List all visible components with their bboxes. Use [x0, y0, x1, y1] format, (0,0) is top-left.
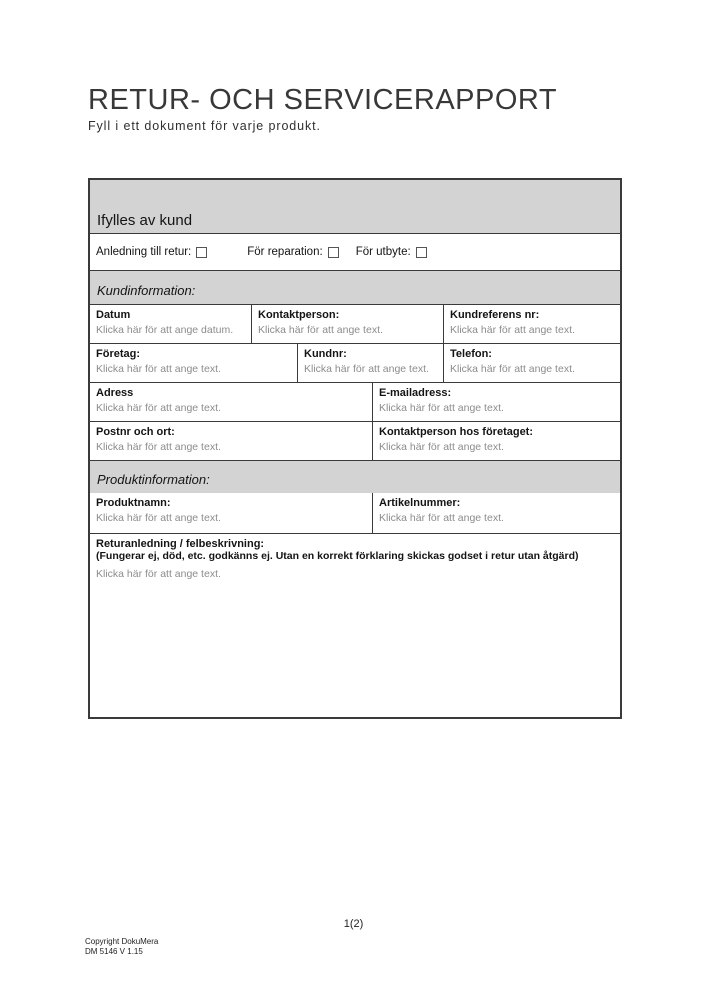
section-header-product-info — [90, 460, 620, 493]
field-email — [372, 383, 620, 421]
kontaktperson-label: Kontaktperson: — [258, 309, 340, 321]
kundnr-input-placeholder[interactable]: Klicka här för att ange text. — [304, 363, 429, 375]
kontaktperson-foretag-input-placeholder[interactable]: Klicka här för att ange text. — [379, 441, 504, 453]
produktnamn-label: Produktnamn: — [96, 497, 171, 509]
adress-label: Adress — [96, 387, 134, 399]
checkbox-item-return-reason — [96, 246, 207, 258]
foretag-label: Företag: — [96, 348, 140, 360]
page-title: RETUR- OCH SERVICERAPPORT — [88, 84, 558, 116]
field-kundreferens — [443, 305, 620, 343]
return-reason-label: Anledning till retur: — [96, 246, 192, 258]
artikelnummer-input-placeholder[interactable]: Klicka här för att ange text. — [379, 512, 504, 524]
email-label: E-mailadress: — [379, 387, 452, 399]
table-row — [90, 533, 620, 717]
repair-label: För reparation: — [247, 246, 323, 258]
page-subtitle: Fyll i ett dokument för varje produkt. — [88, 119, 321, 133]
copyright-line2: DM 5146 V 1.15 — [85, 947, 143, 956]
field-adress — [90, 383, 372, 421]
field-datum — [90, 305, 251, 343]
email-input-placeholder[interactable]: Klicka här för att ange text. — [379, 402, 504, 414]
foretag-input-placeholder[interactable]: Klicka här för att ange text. — [96, 363, 221, 375]
field-foretag — [90, 344, 297, 382]
artikelnummer-label: Artikelnummer: — [379, 497, 461, 509]
postnr-ort-label: Postnr och ort: — [96, 426, 175, 438]
section-header-label: Ifylles av kund — [97, 212, 193, 229]
field-postnr-ort — [90, 422, 372, 460]
reason-checkbox-row — [90, 233, 620, 270]
page-number: 1(2) — [343, 918, 364, 930]
postnr-ort-input-placeholder[interactable]: Klicka här för att ange text. — [96, 441, 221, 453]
telefon-label: Telefon: — [450, 348, 492, 360]
copyright-note — [85, 937, 158, 957]
product-info-label: Produktinformation: — [97, 472, 210, 487]
table-row — [90, 382, 620, 421]
repair-checkbox[interactable] — [328, 247, 339, 258]
kundreferens-input-placeholder[interactable]: Klicka här för att ange text. — [450, 324, 575, 336]
produktnamn-input-placeholder[interactable]: Klicka här för att ange text. — [96, 512, 221, 524]
table-row — [90, 343, 620, 382]
returanledning-label: Returanledning / felbeskrivning: — [96, 538, 265, 550]
field-kontaktperson — [251, 305, 443, 343]
table-row — [90, 421, 620, 460]
kundreferens-label: Kundreferens nr: — [450, 309, 540, 321]
datum-label: Datum — [96, 309, 131, 321]
copyright-line1: Copyright DokuMera — [85, 937, 159, 946]
table-row — [90, 493, 620, 533]
checkbox-item-repair — [247, 246, 338, 258]
checkbox-item-replacement — [356, 246, 427, 258]
return-service-form-table — [88, 178, 622, 719]
replacement-label: För utbyte: — [355, 246, 411, 258]
field-kontaktperson-foretag — [372, 422, 620, 460]
adress-input-placeholder[interactable]: Klicka här för att ange text. — [96, 402, 221, 414]
kontaktperson-foretag-label: Kontaktperson hos företaget: — [379, 426, 534, 438]
return-reason-checkbox[interactable] — [196, 247, 207, 258]
section-header-customer-info — [90, 270, 620, 304]
field-artikelnummer — [372, 493, 620, 533]
telefon-input-placeholder[interactable]: Klicka här för att ange text. — [450, 363, 575, 375]
kontaktperson-input-placeholder[interactable]: Klicka här för att ange text. — [258, 324, 383, 336]
field-returanledning — [90, 534, 620, 717]
returanledning-sublabel: (Fungerar ej, död, etc. godkänns ej. Utan en korrekt förklaring skickas godset i retur utan åtgärd) — [96, 550, 579, 562]
customer-info-label: Kundinformation: — [97, 283, 196, 298]
datum-input-placeholder[interactable]: Klicka här för att ange datum. — [96, 324, 234, 336]
field-telefon — [443, 344, 620, 382]
field-kundnr — [297, 344, 443, 382]
section-header-filled-by-customer — [90, 180, 620, 233]
kundnr-label: Kundnr: — [304, 348, 347, 360]
returanledning-input-placeholder[interactable]: Klicka här för att ange text. — [96, 568, 221, 580]
replacement-checkbox[interactable] — [416, 247, 427, 258]
field-produktnamn — [90, 493, 372, 533]
table-row — [90, 304, 620, 343]
